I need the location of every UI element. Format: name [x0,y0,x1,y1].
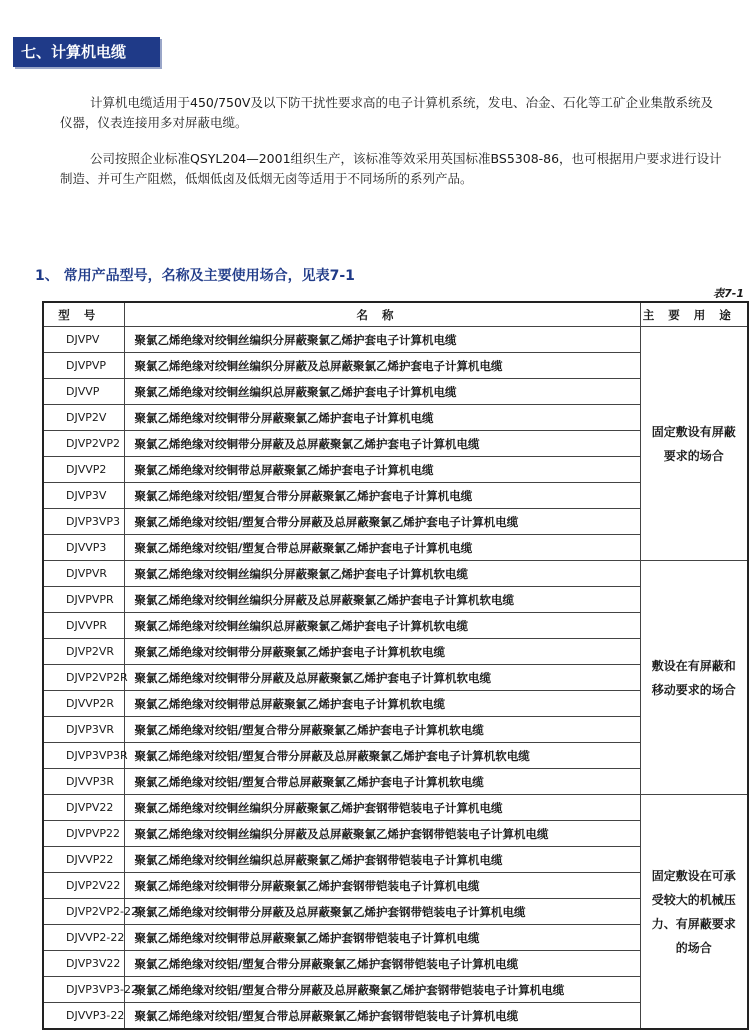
name-cell: 聚氯乙烯绝缘对绞铜丝编织分屏蔽聚氯乙烯护套电子计算机电缆 [124,327,640,353]
model-cell: DJVP2V [43,405,124,431]
name-cell: 聚氯乙烯绝缘对绞铜丝编织分屏蔽及总屏蔽聚氯乙烯护套钢带铠装电子计算机电缆 [124,821,640,847]
table-subtitle: 1、 常用产品型号，名称及主要使用场合，见表7-1 [35,268,355,284]
model-cell: DJVPV22 [43,795,124,821]
name-cell: 聚氯乙烯绝缘对绞铜丝编织分屏蔽及总屏蔽聚氯乙烯护套电子计算机电缆 [124,353,640,379]
use-cell: 敷设在有屏蔽和移动要求的场合 [640,561,748,795]
name-cell: 聚氯乙烯绝缘对绞铜丝编织总屏蔽聚氯乙烯护套钢带铠装电子计算机电缆 [124,847,640,873]
model-cell: DJVVP3 [43,535,124,561]
name-cell: 聚氯乙烯绝缘对绞铜带分屏蔽聚氯乙烯护套钢带铠装电子计算机电缆 [124,873,640,899]
use-cell: 固定敷设在可承受较大的机械压力、有屏蔽要求的场合 [640,795,748,1030]
model-cell: DJVVP3-22 [43,1003,124,1030]
model-cell: DJVP2VP2 [43,431,124,457]
name-cell: 聚氯乙烯绝缘对绞铜丝编织总屏蔽聚氯乙烯护套电子计算机电缆 [124,379,640,405]
model-cell: DJVPVP [43,353,124,379]
model-cell: DJVPVP22 [43,821,124,847]
header-model: 型号 [43,302,124,327]
name-cell: 聚氯乙烯绝缘对绞铜丝编织分屏蔽聚氯乙烯护套电子计算机软电缆 [124,561,640,587]
header-name: 名称 [124,302,640,327]
model-cell: DJVVP2-22 [43,925,124,951]
use-cell: 固定敷设有屏蔽要求的场合 [640,327,748,561]
name-cell: 聚氯乙烯绝缘对绞铝/塑复合带分屏蔽及总屏蔽聚氯乙烯护套钢带铠装电子计算机电缆 [124,977,640,1003]
name-cell: 聚氯乙烯绝缘对绞铜带总屏蔽聚氯乙烯护套电子计算机软电缆 [124,691,640,717]
name-cell: 聚氯乙烯绝缘对绞铜带分屏蔽聚氯乙烯护套电子计算机软电缆 [124,639,640,665]
model-cell: DJVPV [43,327,124,353]
name-cell: 聚氯乙烯绝缘对绞铜带分屏蔽及总屏蔽聚氯乙烯护套钢带铠装电子计算机电缆 [124,899,640,925]
model-cell: DJVP3VP3-22 [43,977,124,1003]
standard-paragraph [60,149,725,189]
product-table [42,301,749,1030]
table-body [43,327,748,1030]
name-cell: 聚氯乙烯绝缘对绞铝/塑复合带分屏蔽及总屏蔽聚氯乙烯护套电子计算机软电缆 [124,743,640,769]
name-cell: 聚氯乙烯绝缘对绞铝/塑复合带分屏蔽聚氯乙烯护套电子计算机电缆 [124,483,640,509]
table-row [43,561,748,587]
table-reference: 表7-1 [713,287,744,300]
table-header-row [43,302,748,327]
name-cell: 聚氯乙烯绝缘对绞铜带分屏蔽及总屏蔽聚氯乙烯护套电子计算机软电缆 [124,665,640,691]
name-cell: 聚氯乙烯绝缘对绞铝/塑复合带分屏蔽及总屏蔽聚氯乙烯护套电子计算机电缆 [124,509,640,535]
name-cell: 聚氯乙烯绝缘对绞铜带分屏蔽及总屏蔽聚氯乙烯护套电子计算机电缆 [124,431,640,457]
model-cell: DJVP3VR [43,717,124,743]
name-cell: 聚氯乙烯绝缘对绞铜丝编织分屏蔽聚氯乙烯护套钢带铠装电子计算机电缆 [124,795,640,821]
model-cell: DJVPVR [43,561,124,587]
name-cell: 聚氯乙烯绝缘对绞铝/塑复合带总屏蔽聚氯乙烯护套钢带铠装电子计算机电缆 [124,1003,640,1030]
name-cell: 聚氯乙烯绝缘对绞铝/塑复合带总屏蔽聚氯乙烯护套电子计算机电缆 [124,535,640,561]
header-use: 主要用途 [640,302,748,327]
name-cell: 聚氯乙烯绝缘对绞铝/塑复合带分屏蔽聚氯乙烯护套钢带铠装电子计算机电缆 [124,951,640,977]
name-cell: 聚氯乙烯绝缘对绞铜带总屏蔽聚氯乙烯护套电子计算机电缆 [124,457,640,483]
name-cell: 聚氯乙烯绝缘对绞铝/塑复合带分屏蔽聚氯乙烯护套电子计算机软电缆 [124,717,640,743]
model-cell: DJVVP2 [43,457,124,483]
model-cell: DJVP2VP2-22 [43,899,124,925]
model-cell: DJVVP3R [43,769,124,795]
name-cell: 聚氯乙烯绝缘对绞铜丝编织总屏蔽聚氯乙烯护套电子计算机软电缆 [124,613,640,639]
model-cell: DJVVP22 [43,847,124,873]
standard-paragraph-text: 公司按照企业标准QSYL204—2001组织生产，该标准等效采用英国标准BS5308-86，也可根据用户要求进行设计制造、并可生产阻燃，低烟低卤及低烟无卤等适用于不同场所的系列产品。 [60,151,722,186]
model-cell: DJVP2V22 [43,873,124,899]
table-row [43,327,748,353]
model-cell: DJVP3VP3 [43,509,124,535]
table-row [43,795,748,821]
section-title: 七、计算机电缆 [13,37,160,67]
model-cell: DJVVP2R [43,691,124,717]
model-cell: DJVVPR [43,613,124,639]
model-cell: DJVP3V [43,483,124,509]
name-cell: 聚氯乙烯绝缘对绞铜丝编织分屏蔽及总屏蔽聚氯乙烯护套电子计算机软电缆 [124,587,640,613]
model-cell: DJVVP [43,379,124,405]
name-cell: 聚氯乙烯绝缘对绞铝/塑复合带总屏蔽聚氯乙烯护套电子计算机软电缆 [124,769,640,795]
model-cell: DJVP2VR [43,639,124,665]
name-cell: 聚氯乙烯绝缘对绞铜带分屏蔽聚氯乙烯护套电子计算机电缆 [124,405,640,431]
intro-paragraph-text: 计算机电缆适用于450/750V及以下防干扰性要求高的电子计算机系统，发电、冶金、石化等工矿企业集散系统及仪器，仪表连接用多对屏蔽电缆。 [60,95,713,130]
name-cell: 聚氯乙烯绝缘对绞铜带总屏蔽聚氯乙烯护套钢带铠装电子计算机电缆 [124,925,640,951]
model-cell: DJVP3VP3R [43,743,124,769]
model-cell: DJVPVPR [43,587,124,613]
intro-paragraph [60,93,725,133]
model-cell: DJVP2VP2R [43,665,124,691]
model-cell: DJVP3V22 [43,951,124,977]
